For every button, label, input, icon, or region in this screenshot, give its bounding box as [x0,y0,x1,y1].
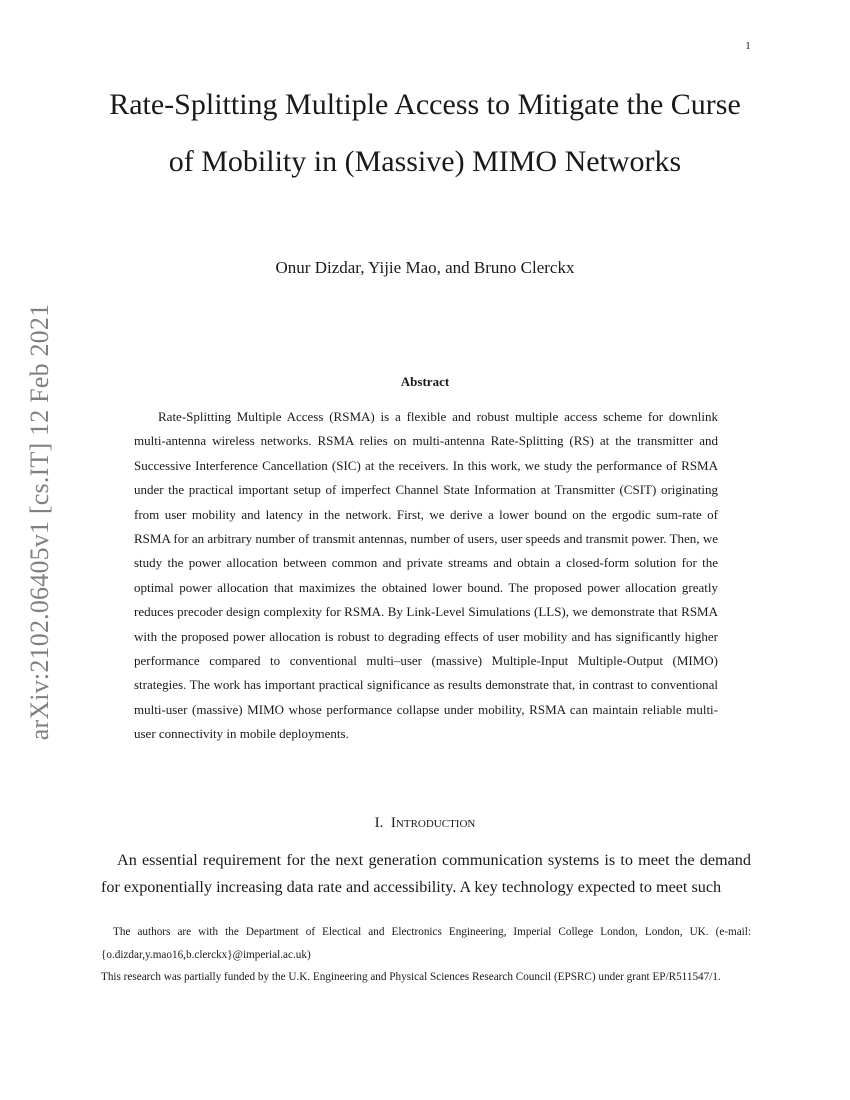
author-list: Onur Dizdar, Yijie Mao, and Bruno Clerckx [275,258,575,277]
paper-title: Rate-Splitting Multiple Access to Mitigate the Curse of Mobility in (Massive) MIMO Networks [109,88,741,178]
page-number: 1 [745,40,751,52]
arxiv-identifier-text: arXiv:2102.06405v1 [cs.IT] 12 Feb 2021 [25,303,54,741]
introduction-paragraph: An essential requirement for the next generation communication systems is to meet the demand for exponentially increasing data rate and accessibility. A key technology expected to meet such [101,851,751,896]
footnotes [101,921,751,989]
section-number: I. [374,815,384,831]
abstract-heading: Abstract [400,374,450,389]
abstract-body: Rate-Splitting Multiple Access (RSMA) is a flexible and robust multiple access scheme for downlink multi-antenna wireless networks. RSMA relies on multi-antenna Rate-Splitting (RS) at the transmitter and Successive Interference Cancellation (SIC) at the receivers. In this work, we study the performance of RSMA under the practical important setup of imperfect Channel State Information at Transmitter (CSIT) originating from user mobility and latency in the network. First, we derive a lower bound on the ergodic sum-rate of RSMA for an arbitrary number of transmit antennas, number of users, user speeds and transmit power. Then, we study the power allocation between common and private streams and obtain a closed-form solution for the optimal power allocation that maximizes the obtained lower bound. The proposed power allocation greatly reduces precoder design complexity for RSMA. By Link-Level Simulations (LLS), we demonstrate that RSMA with the proposed power allocation is robust to degrading effects of user mobility and has significantly higher performance compared to conventional multi–user (massive) Multiple-Input Multiple-Output (MIMO) strategies. The work has important practical significance as results demonstrate that, in contrast to conventional multi-user (massive) MIMO whose performance collapse under mobility, RSMA can maintain reliable multi-user connectivity in mobile deployments. [134,409,718,742]
section-heading-introduction [95,815,755,832]
section-title: Introduction [390,815,476,831]
footnote-funding: This research was partially funded by the U.K. Engineering and Physical Sciences Research Council (EPSRC) under grant EP/R511547/1. [101,971,721,983]
footnote-affiliation: The authors are with the Department of Electical and Electronics Engineering, Imperial College London, London, UK. (e-mail: {o.dizdar,y.mao16,b.clerckx}@imperial.ac.uk) [101,926,751,961]
